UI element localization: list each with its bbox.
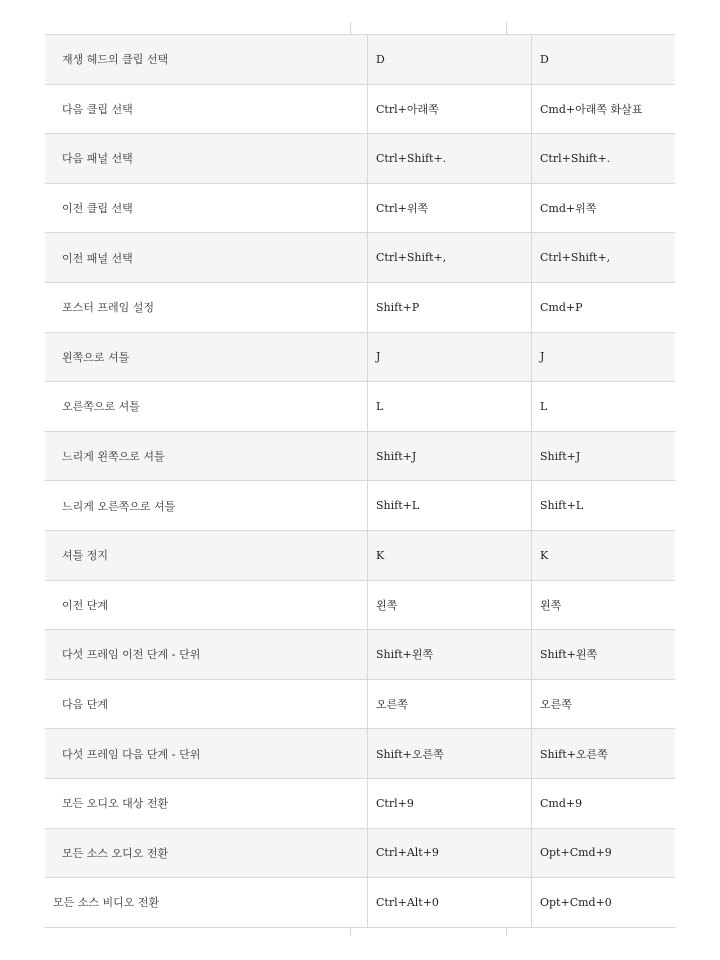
table-row	[45, 580, 675, 630]
windows-shortcut-cell: L	[368, 382, 532, 432]
table-row	[45, 332, 675, 382]
mac-shortcut-cell: Cmd+P	[532, 282, 676, 332]
command-cell: 이전 클립 선택	[45, 183, 368, 233]
column-divider	[506, 928, 507, 936]
table-row	[45, 183, 675, 233]
command-cell: 다섯 프레임 다음 단계 - 단위	[45, 729, 368, 779]
mac-shortcut-cell: Opt+Cmd+0	[532, 878, 676, 928]
command-cell: 다음 클립 선택	[45, 84, 368, 134]
table-row	[45, 778, 675, 828]
windows-shortcut-cell: D	[368, 35, 532, 85]
command-cell: 느리게 오른쪽으로 셔틀	[45, 481, 368, 531]
mac-shortcut-cell: 왼쪽	[532, 580, 676, 630]
windows-shortcut-cell: Ctrl+Alt+0	[368, 878, 532, 928]
mac-shortcut-cell: J	[532, 332, 676, 382]
windows-shortcut-cell: Ctrl+9	[368, 778, 532, 828]
mac-shortcut-cell: Shift+J	[532, 431, 676, 481]
mac-shortcut-cell: Shift+오른쪽	[532, 729, 676, 779]
table-row	[45, 828, 675, 878]
column-divider	[506, 22, 507, 34]
table-row	[45, 530, 675, 580]
table-row	[45, 481, 675, 531]
command-cell: 셔틀 정지	[45, 530, 368, 580]
table-row	[45, 878, 675, 928]
table-row	[45, 134, 675, 184]
command-cell: 다음 패널 선택	[45, 134, 368, 184]
mac-shortcut-cell: D	[532, 35, 676, 85]
mac-shortcut-cell: 오른쪽	[532, 679, 676, 729]
windows-shortcut-cell: Ctrl+Shift+.	[368, 134, 532, 184]
windows-shortcut-cell: J	[368, 332, 532, 382]
command-cell: 다섯 프레임 이전 단계 - 단위	[45, 630, 368, 680]
mac-shortcut-cell: Cmd+아래쪽 화살표	[532, 84, 676, 134]
windows-shortcut-cell: Shift+J	[368, 431, 532, 481]
windows-shortcut-cell: Shift+오른쪽	[368, 729, 532, 779]
windows-shortcut-cell: Ctrl+아래쪽	[368, 84, 532, 134]
table-row	[45, 35, 675, 85]
mac-shortcut-cell: Shift+왼쪽	[532, 630, 676, 680]
table-row	[45, 630, 675, 680]
table-row	[45, 729, 675, 779]
command-cell: 모든 소스 비디오 전환	[45, 878, 368, 928]
windows-shortcut-cell: Shift+L	[368, 481, 532, 531]
table-row	[45, 431, 675, 481]
mac-shortcut-cell: L	[532, 382, 676, 432]
windows-shortcut-cell: Ctrl+Shift+,	[368, 233, 532, 283]
table-row	[45, 233, 675, 283]
command-cell: 이전 단계	[45, 580, 368, 630]
table-row	[45, 282, 675, 332]
column-divider	[350, 928, 351, 936]
table-bottom-edge	[45, 928, 675, 938]
table-row	[45, 382, 675, 432]
command-cell: 포스터 프레임 설정	[45, 282, 368, 332]
windows-shortcut-cell: Shift+왼쪽	[368, 630, 532, 680]
mac-shortcut-cell: Ctrl+Shift+,	[532, 233, 676, 283]
command-cell: 다음 단계	[45, 679, 368, 729]
command-cell: 오른쪽으로 셔틀	[45, 382, 368, 432]
mac-shortcut-cell: Opt+Cmd+9	[532, 828, 676, 878]
windows-shortcut-cell: 왼쪽	[368, 580, 532, 630]
windows-shortcut-cell: Ctrl+위쪽	[368, 183, 532, 233]
table-top-edge	[45, 0, 675, 34]
mac-shortcut-cell: Cmd+9	[532, 778, 676, 828]
windows-shortcut-cell: Ctrl+Alt+9	[368, 828, 532, 878]
windows-shortcut-cell: Shift+P	[368, 282, 532, 332]
command-cell: 모든 오디오 대상 전환	[45, 778, 368, 828]
mac-shortcut-cell: K	[532, 530, 676, 580]
command-cell: 재생 헤드의 클립 선택	[45, 35, 368, 85]
table-row	[45, 679, 675, 729]
mac-shortcut-cell: Cmd+위쪽	[532, 183, 676, 233]
keyboard-shortcuts-table	[45, 34, 675, 928]
mac-shortcut-cell: Ctrl+Shift+.	[532, 134, 676, 184]
command-cell: 모든 소스 오디오 전환	[45, 828, 368, 878]
windows-shortcut-cell: 오른쪽	[368, 679, 532, 729]
command-cell: 이전 패널 선택	[45, 233, 368, 283]
windows-shortcut-cell: K	[368, 530, 532, 580]
command-cell: 왼쪽으로 셔틀	[45, 332, 368, 382]
mac-shortcut-cell: Shift+L	[532, 481, 676, 531]
table-row	[45, 84, 675, 134]
command-cell: 느리게 왼쪽으로 셔틀	[45, 431, 368, 481]
column-divider	[350, 22, 351, 34]
